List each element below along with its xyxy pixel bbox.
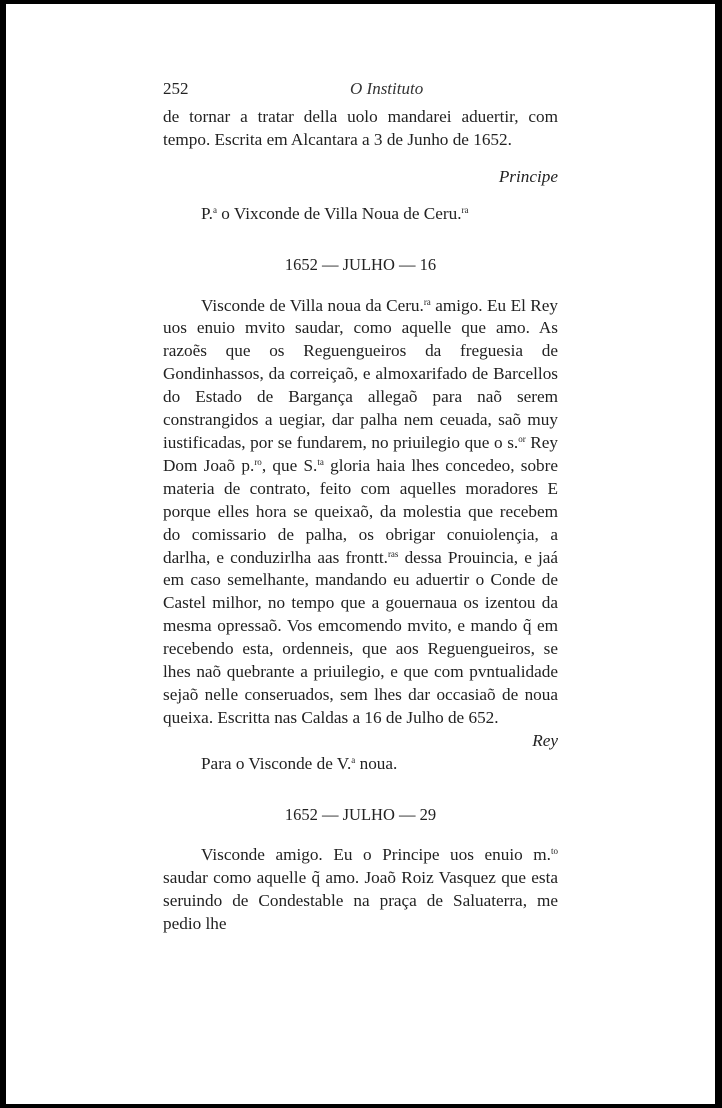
letter-3-date: 1652 — JULHO — 29 — [284, 804, 437, 824]
letter-2-address: Para o Visconde de V.$^a$ noua. — [201, 753, 398, 773]
page-header — [163, 78, 558, 106]
letter-1-address: P.$^a$ o Vixconde de Villa Noua de Ceru.$^{ra}$ — [201, 203, 469, 223]
letter-3-body: Visconde amigo. Eu o Principe uos enuio m.$^{to}$ saudar como aquelle q̃ amo. Joaõ Roiz Vasquez que esta seruindo de Condestable na praça de Saluaterra, me pedio lhe — [163, 845, 558, 934]
letter-1-signature: Principe — [498, 166, 558, 186]
letter-2-body: Visconde de Villa noua da Ceru.$^{ra}$ amigo. Eu El Rey uos enuio mvito saudar, como aquelle que amo. As razoẽs que os Reguengueiros da freguesia de Gondinhassos, da correiçaõ, e almoxarifado de Barcellos do Estado de Bargança allegaõ para naõ serem constrangidos a uegiar, dar palha nem ceuada, saõ muy iustificadas, por se fundarem, no priuilegio que o s.$^{or}$ Rey Dom Joaõ p.$^{ro}$, que S.$^{ta}$ gloria haia lhes concedeo, sobre materia de contrato, feito com aquelles moradores E porque elles hora se queixaõ, da molestia que recebem do comissario de palha, os obrigar conuiolençia, a darlha, e conduzirlha aas frontt.$^{ras}$ dessa Prouincia, e jaá em caso semelhante, mandando eu aduertir o Conde de Castel milhor, no tempo que a gouernaua os izentou da mesma opressaõ. Vos emcomendo mvito, e mando q̃ em recebendo esta, ordenneis, que aos Reguengueiros, se lhes naõ quebrante a priuilegio, e que com pvntualidade sejaõ nelle conseruados, sem lhes dar occasiaõ de noua queixa. Escritta nas Caldas a 16 de Julho de 652. — [163, 295, 558, 727]
letter-2-date: 1652 — JULHO — 16 — [284, 254, 437, 274]
page-number: 252 — [163, 79, 189, 98]
letter-2-signature: Rey — [532, 730, 558, 750]
letter-1-closing-text: de tornar a tratar della uolo mandarei aduertir, com tempo. Escrita em Alcantara a 3 de Junho de 1652. — [163, 107, 558, 149]
running-title: O Instituto — [350, 79, 424, 98]
book-page — [163, 78, 558, 936]
